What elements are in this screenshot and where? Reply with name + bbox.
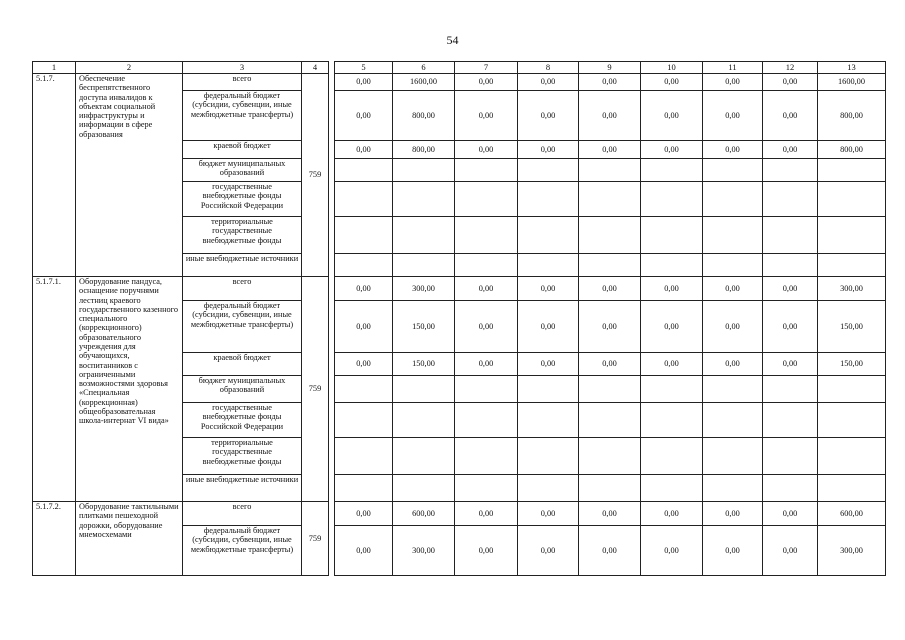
- header-cell: 6: [393, 62, 455, 74]
- value-cell: 0,00: [518, 301, 579, 353]
- source-label: федеральный бюджет (субсидии, субвенции, иные межбюджетные трансферты): [183, 301, 302, 353]
- table-row: [33, 502, 886, 526]
- value-cell: 0,00: [335, 74, 393, 91]
- value-cell: 600,00: [818, 502, 886, 526]
- value-cell: 300,00: [818, 277, 886, 301]
- value-cell: 0,00: [579, 141, 641, 159]
- item-name: Оборудование пандуса, оснащение поручнями лестниц краевого государственного казенного специального (коррекционного) образовательного учреждения для обучающихся, воспитанников с ограниченными возможностями здоровья «Специальная (коррекционная) общеобразовательная школа-интернат VI вида»: [76, 277, 183, 502]
- value-cell: 0,00: [455, 141, 518, 159]
- value-cell: 0,00: [703, 526, 763, 576]
- value-cell: 0,00: [641, 353, 703, 376]
- value-cell: 0,00: [703, 141, 763, 159]
- value-cell: 0,00: [763, 353, 818, 376]
- value-cell: 0,00: [518, 502, 579, 526]
- value-cell: 0,00: [763, 91, 818, 141]
- header-cell: 10: [641, 62, 703, 74]
- value-cell: 0,00: [703, 502, 763, 526]
- value-cell: 0,00: [763, 526, 818, 576]
- header-cell: 11: [703, 62, 763, 74]
- item-name: Обеспечение беспрепятственного доступа инвалидов к объектам социальной инфраструктуры и информации в сфере образования: [76, 74, 183, 277]
- value-cell: 0,00: [763, 301, 818, 353]
- source-label: федеральный бюджет (субсидии, субвенции, иные межбюджетные трансферты): [183, 91, 302, 141]
- value-cell: 0,00: [455, 91, 518, 141]
- header-cell: 7: [455, 62, 518, 74]
- value-cell: 0,00: [518, 74, 579, 91]
- value-cell: 150,00: [818, 353, 886, 376]
- source-label: всего: [183, 277, 302, 301]
- value-cell: 0,00: [579, 502, 641, 526]
- value-cell: 300,00: [818, 526, 886, 576]
- source-label: всего: [183, 502, 302, 526]
- value-cell: 300,00: [393, 526, 455, 576]
- value-cell: 0,00: [455, 353, 518, 376]
- value-cell: 0,00: [641, 526, 703, 576]
- value-cell: 0,00: [579, 277, 641, 301]
- source-label: бюджет муниципальных образований: [183, 376, 302, 403]
- source-label: иные внебюджетные источники: [183, 475, 302, 502]
- value-cell: 0,00: [763, 277, 818, 301]
- item-name: Оборудование тактильными плитками пешеходной дорожки, оборудование мнемосхемами: [76, 502, 183, 576]
- value-cell: 1600,00: [818, 74, 886, 91]
- source-label: федеральный бюджет (субсидии, субвенции, иные межбюджетные трансферты): [183, 526, 302, 576]
- value-cell: 0,00: [703, 74, 763, 91]
- source-label: иные внебюджетные источники: [183, 254, 302, 277]
- header-cell: 2: [76, 62, 183, 74]
- value-cell: 150,00: [393, 353, 455, 376]
- header-cell: 12: [763, 62, 818, 74]
- source-label: краевой бюджет: [183, 141, 302, 159]
- header-cell: 9: [579, 62, 641, 74]
- value-cell: 0,00: [335, 353, 393, 376]
- value-cell: 0,00: [335, 526, 393, 576]
- value-cell: 0,00: [455, 301, 518, 353]
- value-cell: 0,00: [455, 526, 518, 576]
- source-label: государственные внебюджетные фонды Российской Федерации: [183, 182, 302, 217]
- value-cell: 0,00: [703, 91, 763, 141]
- header-cell: 5: [335, 62, 393, 74]
- source-label: территориальные государственные внебюджетные фонды: [183, 438, 302, 475]
- value-cell: 0,00: [641, 301, 703, 353]
- value-cell: 0,00: [335, 277, 393, 301]
- value-cell: 0,00: [455, 277, 518, 301]
- value-cell: 0,00: [335, 141, 393, 159]
- value-cell: 150,00: [393, 301, 455, 353]
- value-cell: 0,00: [641, 74, 703, 91]
- item-code: 5.1.7.2.: [33, 502, 76, 576]
- value-cell: 0,00: [335, 301, 393, 353]
- value-cell: 600,00: [393, 502, 455, 526]
- value-cell: 0,00: [335, 91, 393, 141]
- header-row: [33, 62, 886, 74]
- source-label: территориальные государственные внебюджетные фонды: [183, 217, 302, 254]
- value-cell: 1600,00: [393, 74, 455, 91]
- value-cell: 0,00: [641, 141, 703, 159]
- value-cell: 0,00: [703, 277, 763, 301]
- table-row: [33, 277, 886, 301]
- value-cell: 0,00: [641, 502, 703, 526]
- value-cell: 0,00: [335, 502, 393, 526]
- header-cell: 3: [183, 62, 302, 74]
- kbk-code: 759: [302, 277, 329, 502]
- value-cell: 0,00: [703, 353, 763, 376]
- header-cell: 1: [33, 62, 76, 74]
- value-cell: 800,00: [393, 141, 455, 159]
- header-cell: 13: [818, 62, 886, 74]
- value-cell: 800,00: [818, 141, 886, 159]
- value-cell: 0,00: [763, 74, 818, 91]
- value-cell: 0,00: [518, 91, 579, 141]
- value-cell: 150,00: [818, 301, 886, 353]
- value-cell: 0,00: [703, 301, 763, 353]
- value-cell: 0,00: [455, 502, 518, 526]
- value-cell: 300,00: [393, 277, 455, 301]
- kbk-code: 759: [302, 502, 329, 576]
- page-number: 54: [446, 33, 459, 47]
- value-cell: 0,00: [579, 526, 641, 576]
- table-row: [33, 74, 886, 91]
- value-cell: 0,00: [579, 91, 641, 141]
- value-cell: 0,00: [579, 74, 641, 91]
- value-cell: 0,00: [518, 526, 579, 576]
- kbk-code: 759: [302, 74, 329, 277]
- value-cell: 0,00: [518, 353, 579, 376]
- item-code: 5.1.7.: [33, 74, 76, 277]
- header-cell: 4: [302, 62, 329, 74]
- value-cell: 0,00: [579, 301, 641, 353]
- value-cell: 0,00: [641, 277, 703, 301]
- source-label: краевой бюджет: [183, 353, 302, 376]
- source-label: бюджет муниципальных образований: [183, 159, 302, 182]
- value-cell: 800,00: [818, 91, 886, 141]
- item-code: 5.1.7.1.: [33, 277, 76, 502]
- value-cell: 0,00: [518, 277, 579, 301]
- value-cell: 0,00: [763, 502, 818, 526]
- source-label: государственные внебюджетные фонды Российской Федерации: [183, 403, 302, 438]
- budget-table: [32, 61, 886, 576]
- value-cell: 0,00: [455, 74, 518, 91]
- value-cell: 0,00: [641, 91, 703, 141]
- value-cell: 0,00: [579, 353, 641, 376]
- source-label: всего: [183, 74, 302, 91]
- value-cell: 800,00: [393, 91, 455, 141]
- header-cell: 8: [518, 62, 579, 74]
- value-cell: 0,00: [763, 141, 818, 159]
- value-cell: 0,00: [518, 141, 579, 159]
